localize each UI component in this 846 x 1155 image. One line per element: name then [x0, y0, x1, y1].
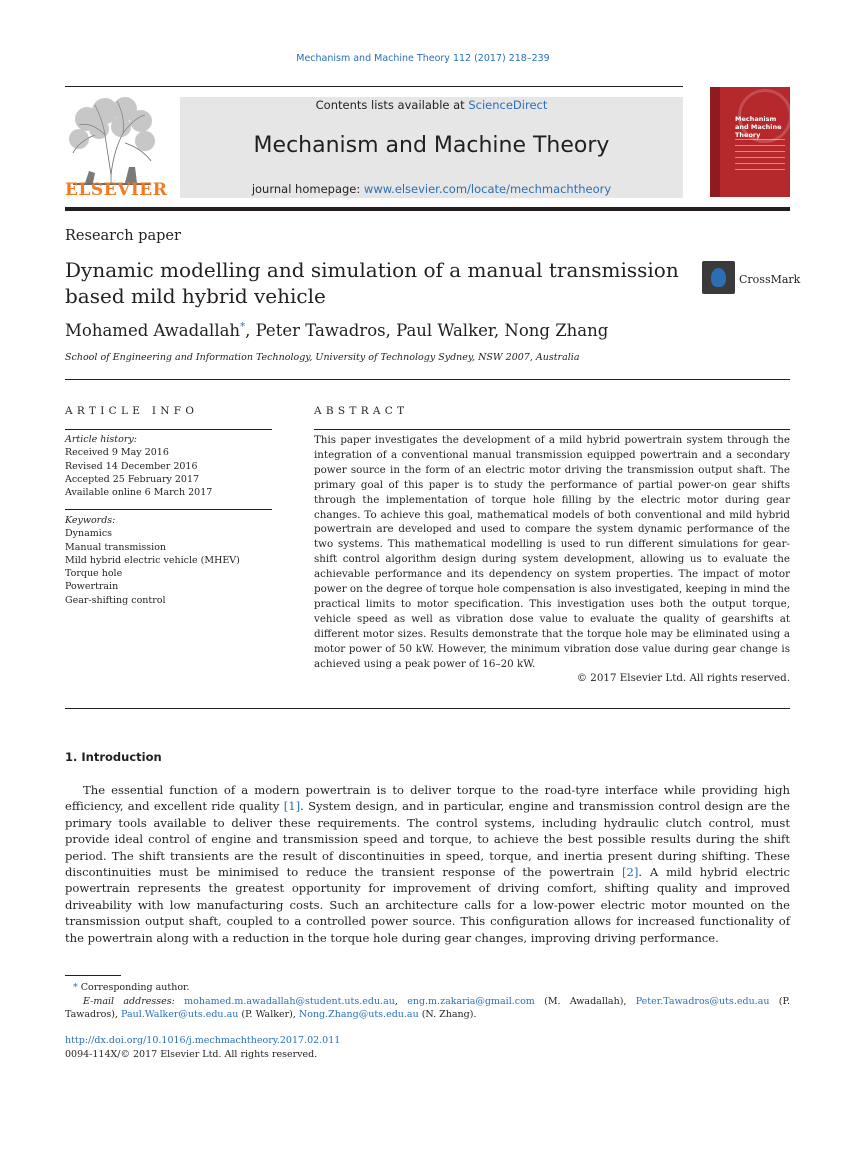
- journal-reference[interactable]: Mechanism and Machine Theory 112 (2017) 218–239: [296, 53, 550, 64]
- doi-block: [65, 1034, 340, 1061]
- cover-text-line: [735, 157, 785, 158]
- email-owner: (N. Zhang).: [418, 1009, 477, 1021]
- author-name: Mohamed Awadallah: [65, 321, 241, 340]
- article-history: [65, 433, 212, 499]
- doi-link[interactable]: http://dx.doi.org/10.1016/j.mechmachtheory.2017.02.011: [65, 1035, 341, 1046]
- introduction-heading: 1. Introduction: [65, 750, 162, 764]
- keywords: [65, 514, 240, 607]
- keyword: Manual transmission: [65, 541, 167, 553]
- corresponding-author-note: [65, 981, 790, 995]
- cover-spine: [710, 87, 720, 197]
- cover-text-line: [735, 145, 785, 146]
- article-info-heading: ARTICLE INFO: [65, 405, 199, 417]
- introduction-paragraph: [65, 782, 790, 946]
- email-owner: (M. Awadallah),: [534, 995, 636, 1007]
- journal-homepage-link[interactable]: www.elsevier.com/locate/mechmachtheory: [363, 182, 612, 196]
- journal-cover-image[interactable]: [710, 87, 790, 197]
- abstract-heading: ABSTRACT: [314, 405, 409, 417]
- paper-title: Dynamic modelling and simulation of a manual transmission based mild hybrid vehicle: [65, 258, 679, 308]
- keywords-label: Keywords:: [65, 515, 116, 526]
- keyword: Mild hybrid electric vehicle (MHEV): [65, 554, 240, 566]
- keyword: Torque hole: [65, 568, 123, 580]
- author-list: [65, 321, 608, 340]
- sciencedirect-link[interactable]: ScienceDirect: [468, 98, 548, 112]
- citation-link[interactable]: [2]: [621, 865, 639, 880]
- email-owner: (P. Tawadros),: [65, 995, 790, 1021]
- history-item: Received 9 May 2016: [65, 447, 169, 459]
- abstract-divider: [314, 429, 790, 430]
- cover-text-line: [735, 163, 785, 164]
- history-item: Available online 6 March 2017: [65, 487, 213, 499]
- contents-line: [180, 98, 683, 112]
- author-names: , Peter Tawadros, Paul Walker, Nong Zhang: [245, 321, 609, 340]
- footnote-marker: *: [73, 982, 78, 993]
- email-label: E-mail addresses:: [83, 995, 175, 1007]
- section-divider: [65, 379, 790, 380]
- corresponding-text: Corresponding author.: [80, 982, 190, 993]
- body-text: . System design, and in particular, engine and transmission control design are the primary tools available to deliver these requirements. The control systems, including hydraulic clutch control, must provide ideal control of engine and transmission speed and torque, to achieve the best possible results during the shift period. The shift transients are the result of discontinuities in speed, torque, and inertia present during shifting. These discontinuities must be minimised to reduce the transient response of the powertrain: [65, 799, 790, 880]
- footnote-divider: [65, 975, 121, 976]
- article-info-divider: [65, 429, 272, 430]
- issn-copyright: 0094-114X/© 2017 Elsevier Ltd. All rights reserved.: [65, 1048, 318, 1060]
- cover-text-line: [735, 151, 785, 152]
- email-link[interactable]: Peter.Tawadros@uts.edu.au: [635, 995, 770, 1007]
- header-divider: [65, 207, 790, 211]
- top-divider: [65, 86, 683, 87]
- homepage-prefix: journal homepage:: [251, 182, 364, 196]
- article-type: Research paper: [65, 228, 181, 244]
- keyword: Powertrain: [65, 581, 119, 593]
- citation-link[interactable]: [1]: [283, 799, 301, 814]
- journal-title: Mechanism and Machine Theory: [253, 133, 610, 158]
- footnote: [65, 981, 790, 1022]
- history-item: Revised 14 December 2016: [65, 460, 198, 472]
- email-addresses: [65, 995, 790, 1022]
- body-text: The essential function of a modern powertrain is to deliver torque to the road-tyre interface while providing high efficiency, and excellent ride quality: [65, 783, 790, 814]
- section-divider: [65, 708, 790, 709]
- cover-text-line: [735, 139, 785, 140]
- crossmark-icon: [702, 261, 735, 294]
- separator: ,: [394, 995, 408, 1007]
- cover-text-line: [735, 169, 785, 170]
- history-label: Article history:: [65, 434, 137, 445]
- keyword: Gear-shifting control: [65, 594, 166, 606]
- history-item: Accepted 25 February 2017: [65, 473, 200, 485]
- abstract-text: This paper investigates the development of a mild hybrid powertrain system through the integration of a conventional manual transmission equipped powertrain and a secondary power source in the form of an electric motor driving the transmission output shaft. The primary goal of this paper is to study the performance of partial power-on gear shifts through the implementation of torque hole filling by the electric motor during gear changes. To achieve this goal, mathematical models of both conventional and mild hybrid powertrain are developed and used to compare the system dynamic performance of the two systems. This mathematical modelling is used to run different simulations for gear-shift control algorithm design during system development, allowing us to evaluate the achievable performance and its dependency on system properties. The impact of motor power on the degree of torque hole compensation is also investigated, keeping in mind the practical limits to motor specification. This investigation uses both the output torque, vehicle speed as well as vibration dose value to evaluate the quality of gearshifts at different motor sizes. Results demonstrate that the torque hole may be eliminated using a motor power of 50 kW. However, the minimum vibration dose value during gear change is achieved using a peak power of 16–20 kW.: [314, 434, 790, 670]
- abstract-copyright: © 2017 Elsevier Ltd. All rights reserved.: [576, 672, 790, 684]
- email-link[interactable]: eng.m.zakaria@gmail.com: [407, 995, 535, 1007]
- email-link[interactable]: Nong.Zhang@uts.edu.au: [298, 1009, 419, 1021]
- elsevier-wordmark: ELSEVIER: [65, 180, 168, 200]
- email-link[interactable]: mohamed.m.awadallah@student.uts.edu.au: [184, 995, 395, 1007]
- crossmark-label: CrossMark: [739, 273, 801, 286]
- contents-prefix: Contents lists available at: [315, 98, 469, 112]
- corresponding-author-marker[interactable]: *: [240, 321, 246, 333]
- body-text: . A mild hybrid electric powertrain represents the greatest opportunity for improvement of driving comfort, shifting quality and improved driveability with low manufacturing costs. Such an architecture calls for a low-power electric motor mounted on the transmission output shaft, coupled to a controlled power source. This configuration allows for increased functionality of the powertrain along with a reduction in the torque hole during gear changes, improving driving performance.: [65, 865, 790, 945]
- affiliation: School of Engineering and Information Technology, University of Technology Sydney, NSW 2007, Australia: [65, 352, 580, 363]
- homepage-line: [180, 182, 683, 196]
- email-link[interactable]: Paul.Walker@uts.edu.au: [121, 1009, 239, 1021]
- keyword: Dynamics: [65, 528, 113, 540]
- keywords-divider: [65, 509, 272, 510]
- email-owner: (P. Walker),: [238, 1009, 299, 1021]
- cover-title: Mechanism and Machine Theory: [735, 115, 782, 139]
